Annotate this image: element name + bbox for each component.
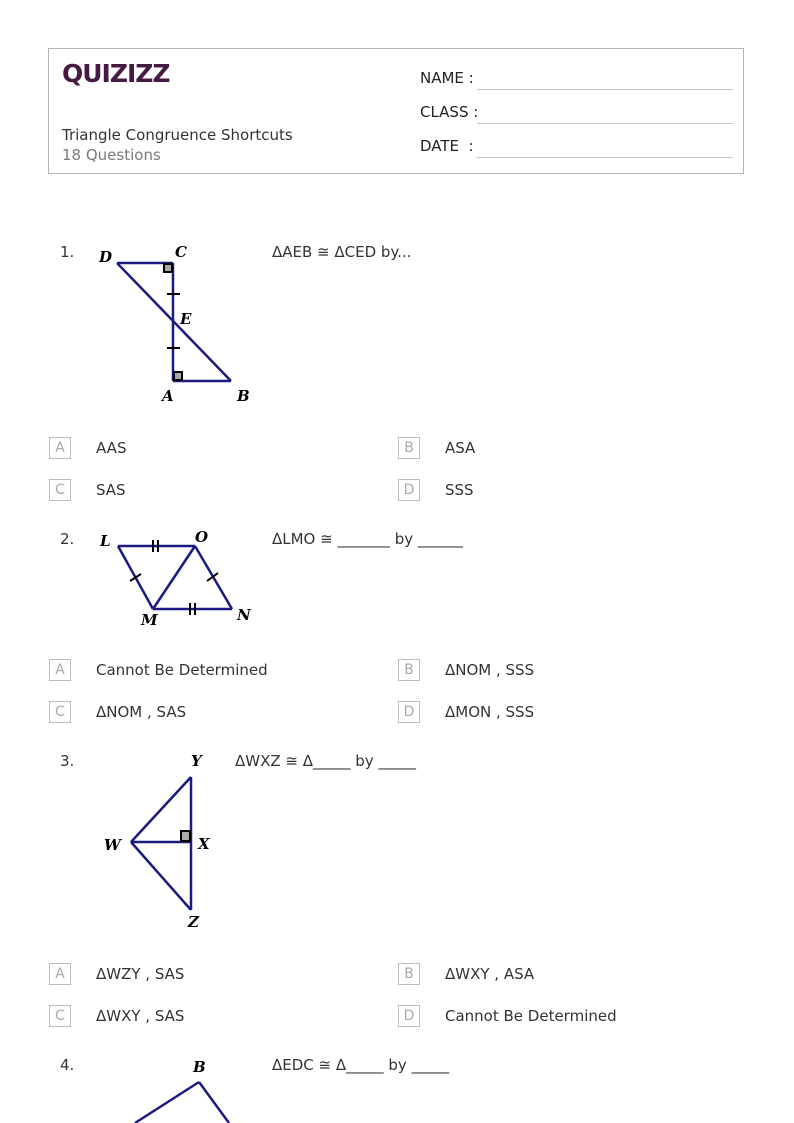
quizizz-logo: QUIZIZZ: [62, 59, 170, 88]
date-field: [420, 137, 474, 155]
vertex-label-b: B: [237, 387, 250, 405]
name-label: NAME :: [420, 69, 474, 87]
option-text[interactable]: SAS: [96, 481, 126, 499]
worksheet-title: Triangle Congruence Shortcuts: [62, 126, 293, 144]
worksheet-header: [48, 48, 744, 174]
vertex-label-e: E: [180, 310, 192, 328]
option-letter-b[interactable]: B: [398, 963, 420, 985]
option-text[interactable]: ΔNOM , SSS: [445, 661, 535, 679]
option-text[interactable]: Cannot Be Determined: [445, 1007, 617, 1025]
question-number: 1.: [60, 243, 75, 261]
vertex-label-n: N: [237, 606, 251, 624]
option-letter-c[interactable]: C: [49, 1005, 71, 1027]
question-count: 18 Questions: [62, 146, 161, 164]
option-letter-c[interactable]: C: [49, 701, 71, 723]
vertex-label-z: Z: [188, 913, 199, 931]
vertex-label-m: M: [141, 611, 158, 629]
vertex-label-l: L: [100, 532, 111, 550]
vertex-label-c: C: [175, 243, 187, 261]
name-field: [420, 69, 474, 87]
option-letter-a[interactable]: A: [49, 963, 71, 985]
vertex-label-w: W: [104, 836, 121, 854]
option-letter-b[interactable]: B: [398, 659, 420, 681]
option-text[interactable]: ΔMON , SSS: [445, 703, 535, 721]
option-letter-a[interactable]: A: [49, 437, 71, 459]
question-number: 3.: [60, 752, 75, 770]
class-line[interactable]: [477, 123, 733, 124]
option-letter-b[interactable]: B: [398, 437, 420, 459]
option-text[interactable]: ΔWZY , SAS: [96, 965, 185, 983]
question-number: 2.: [60, 530, 75, 548]
name-line[interactable]: [477, 89, 733, 90]
option-text[interactable]: ΔWXY , ASA: [445, 965, 535, 983]
vertex-label-b: B: [193, 1058, 206, 1076]
vertex-label-y: Y: [191, 752, 202, 770]
option-text[interactable]: ΔNOM , SAS: [96, 703, 187, 721]
question-text: ΔAEB ≅ ΔCED by...: [272, 243, 412, 261]
option-letter-d[interactable]: D: [398, 479, 420, 501]
option-letter-d[interactable]: D: [398, 701, 420, 723]
question-4-figure: [95, 1050, 265, 1123]
vertex-label-x: X: [198, 835, 210, 853]
vertex-label-o: O: [195, 528, 209, 546]
question-1-figure: [95, 240, 265, 410]
option-text[interactable]: SSS: [445, 481, 474, 499]
vertex-label-a: A: [162, 387, 174, 405]
option-text[interactable]: Cannot Be Determined: [96, 661, 268, 679]
question-3-figure: [95, 745, 235, 940]
date-label: DATE :: [420, 137, 474, 155]
question-2-figure: [95, 525, 265, 635]
option-letter-c[interactable]: C: [49, 479, 71, 501]
option-text[interactable]: AAS: [96, 439, 127, 457]
question-text: ΔEDC ≅ Δ_____ by _____: [272, 1056, 450, 1074]
class-label: CLASS :: [420, 103, 479, 121]
option-text[interactable]: ASA: [445, 439, 476, 457]
date-line[interactable]: [477, 157, 733, 158]
option-letter-d[interactable]: D: [398, 1005, 420, 1027]
option-letter-a[interactable]: A: [49, 659, 71, 681]
class-field: [420, 103, 478, 121]
question-text: ΔLMO ≅ _______ by ______: [272, 530, 463, 548]
option-text[interactable]: ΔWXY , SAS: [96, 1007, 185, 1025]
vertex-label-d: D: [99, 248, 113, 266]
question-number: 4.: [60, 1056, 75, 1074]
question-text: ΔWXZ ≅ Δ_____ by _____: [235, 752, 416, 770]
